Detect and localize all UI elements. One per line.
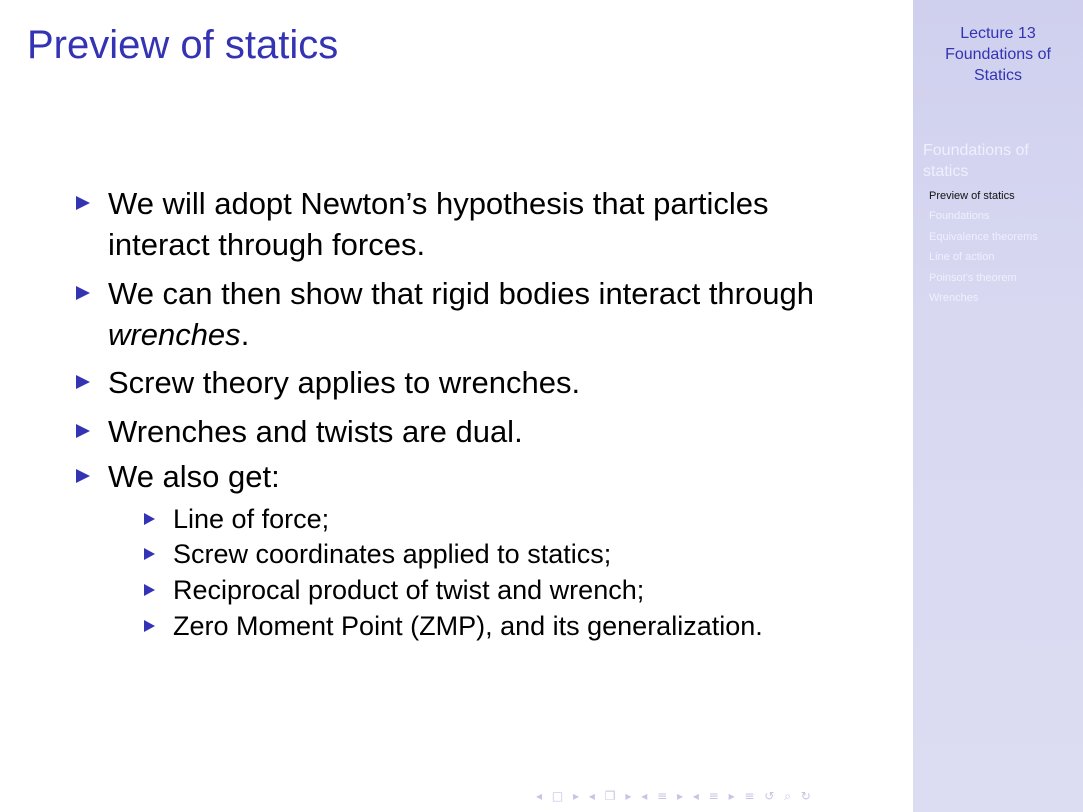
bullet-text bbox=[108, 183, 868, 265]
bullet-item bbox=[76, 273, 876, 355]
nav-next-frame-icon[interactable]: ▸ bbox=[625, 789, 633, 803]
bullet-text-part: We also get: bbox=[108, 459, 280, 494]
bullet-triangle-icon bbox=[76, 375, 90, 389]
beamer-navigation-bar bbox=[536, 786, 908, 806]
nav-subsection-icon[interactable]: ≡ bbox=[657, 789, 669, 803]
nav-prev-section-icon[interactable]: ◂ bbox=[692, 789, 700, 803]
nav-prev-slide-icon[interactable]: ◂ bbox=[536, 789, 544, 803]
bullet-triangle-icon bbox=[76, 424, 90, 438]
bullet-text bbox=[108, 273, 868, 355]
nav-document-icon[interactable]: ≡ bbox=[744, 789, 756, 803]
bullet-text-part: Screw theory applies to wrenches. bbox=[108, 365, 581, 400]
nav-back-icon[interactable]: ↺ bbox=[764, 789, 776, 803]
sidebar-lecture-title[interactable] bbox=[913, 23, 1083, 86]
sub-bullet-triangle-icon bbox=[144, 584, 155, 596]
sidebar-item-line-of-action[interactable]: Line of action bbox=[929, 251, 995, 264]
sub-bullet-triangle-icon bbox=[144, 620, 155, 632]
bullet-item bbox=[76, 456, 876, 646]
bullet-triangle-icon bbox=[76, 286, 90, 300]
bullet-text bbox=[108, 456, 868, 497]
sidebar-section-foundations[interactable]: Foundations of statics bbox=[923, 142, 1029, 180]
bullet-text-part: . bbox=[240, 317, 250, 352]
sub-bullet-text: Line of force; bbox=[173, 504, 330, 534]
sidebar-title-line: Foundations of bbox=[945, 46, 1051, 63]
sidebar-item-poinsots-theorem[interactable]: Poinsot's theorem bbox=[929, 271, 1017, 284]
slide-title: Preview of statics bbox=[27, 23, 339, 67]
bullet-item bbox=[76, 411, 876, 452]
nav-slide-icon[interactable]: □ bbox=[551, 789, 565, 803]
bullet-triangle-icon bbox=[76, 196, 90, 210]
sub-bullet-text: Reciprocal product of twist and wrench; bbox=[173, 575, 645, 605]
sidebar-item-equivalence-theorems[interactable]: Equivalence theorems bbox=[929, 230, 1038, 243]
sub-bullet-triangle-icon bbox=[144, 548, 155, 560]
sub-bullet-triangle-icon bbox=[144, 513, 155, 525]
sidebar bbox=[913, 0, 1083, 812]
nav-section-icon[interactable]: ≡ bbox=[708, 789, 720, 803]
bullet-text-part: Wrenches and twists are dual. bbox=[108, 414, 523, 449]
bullet-item bbox=[76, 183, 876, 265]
bullet-item bbox=[76, 362, 876, 403]
sub-bullet-text: Screw coordinates applied to statics; bbox=[173, 539, 612, 569]
nav-next-slide-icon[interactable]: ▸ bbox=[573, 789, 581, 803]
nav-prev-frame-icon[interactable]: ◂ bbox=[588, 789, 596, 803]
sidebar-subsection-list bbox=[929, 186, 1038, 308]
sidebar-item-wrenches[interactable]: Wrenches bbox=[929, 291, 979, 304]
sidebar-title-line: Statics bbox=[973, 67, 1022, 84]
nav-search-icon[interactable]: ⌕ bbox=[784, 789, 792, 803]
bullet-triangle-icon bbox=[76, 469, 90, 483]
bullet-text-emphasis: wrenches bbox=[108, 317, 241, 352]
bullet-text bbox=[108, 362, 868, 403]
sub-bullet-text: Zero Moment Point (ZMP), and its generalization. bbox=[173, 611, 763, 641]
bullet-text-part: We can then show that rigid bodies interact through bbox=[108, 276, 814, 311]
sidebar-item-foundations[interactable]: Foundations bbox=[929, 210, 990, 223]
sidebar-item-preview-of-statics[interactable]: Preview of statics bbox=[929, 190, 1015, 202]
nav-next-subsection-icon[interactable]: ▸ bbox=[676, 789, 684, 803]
nav-prev-subsection-icon[interactable]: ◂ bbox=[641, 789, 649, 803]
bullet-text-part: We will adopt Newton’s hypothesis that particles interact through forces. bbox=[108, 186, 769, 262]
bullet-text bbox=[108, 411, 868, 452]
nav-frame-icon[interactable]: ❐ bbox=[604, 789, 617, 803]
nav-next-section-icon[interactable]: ▸ bbox=[728, 789, 736, 803]
nav-forward-icon[interactable]: ↻ bbox=[800, 789, 812, 803]
sidebar-title-line: Lecture 13 bbox=[960, 25, 1036, 42]
